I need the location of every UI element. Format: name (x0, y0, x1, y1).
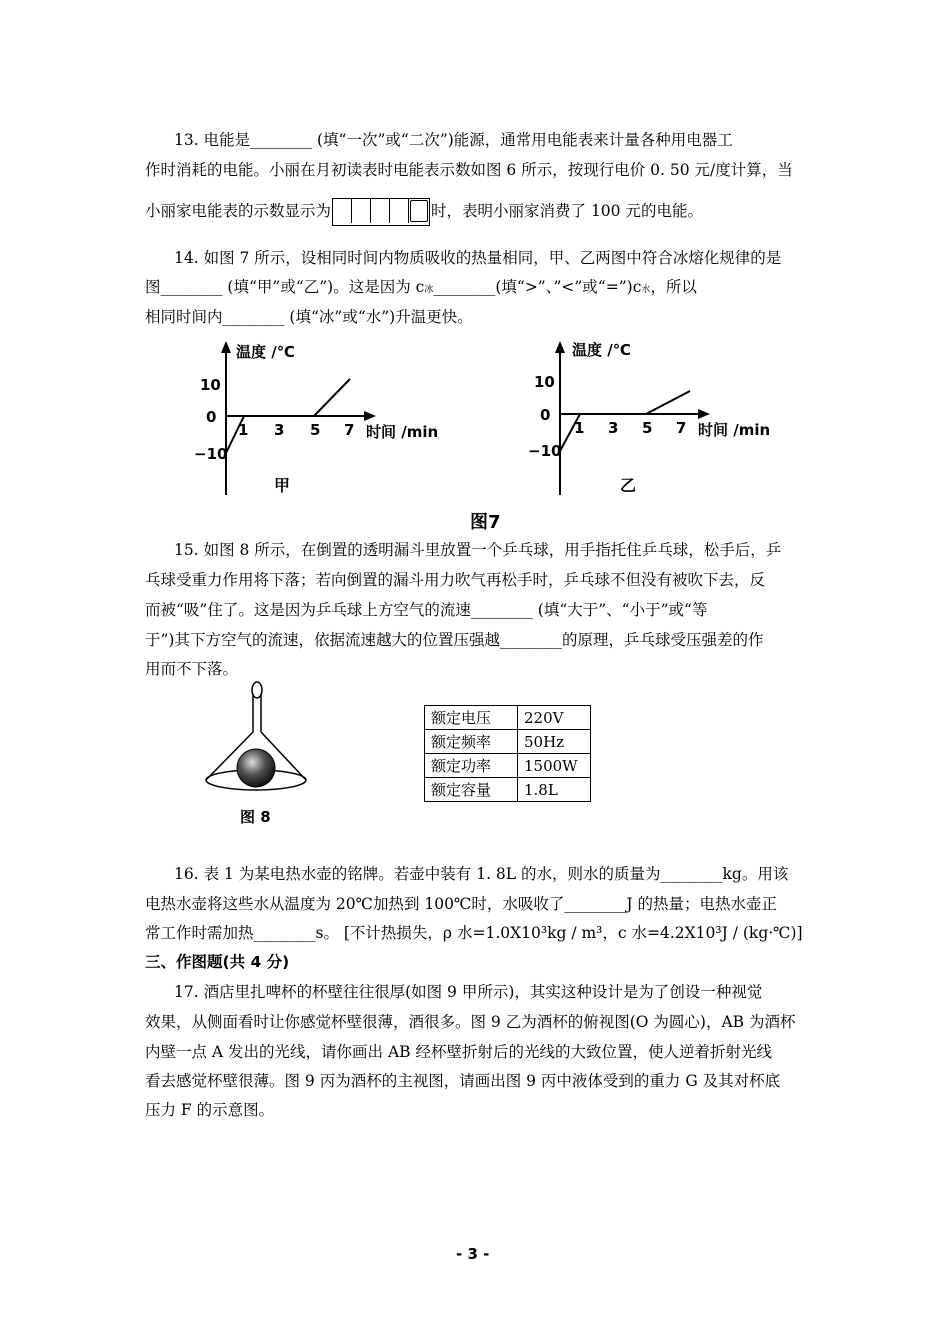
xtick-right-7: 7 (676, 419, 687, 437)
ytick-right-neg10: −10 (528, 442, 562, 460)
x-arrow-right (698, 409, 710, 419)
spec-label: 额定容量 (425, 778, 518, 802)
xtick-right-1: 1 (574, 419, 585, 437)
spec-value: 50Hz (518, 730, 591, 754)
graph-left-name: 甲 (274, 476, 291, 495)
spec-label: 额定电压 (425, 706, 518, 730)
q15-line5: 用而不下落。 (145, 660, 239, 678)
section-3-heading: 三、作图题(共 4 分) (145, 953, 290, 971)
table-row (425, 706, 591, 730)
q14-sub-ice: 冰 (424, 285, 434, 295)
q13-line2: 作时消耗的电能。小丽在月初读表时电能表示数如图 6 所示，按现行电价 0. 50 元/度计算，当 (145, 161, 793, 179)
ytick-right-0: 0 (540, 406, 551, 424)
q13-line1: 13. 电能是________ (填“一次”或“二次”)能源，通常用电能表来计量各种用电器工 (174, 131, 733, 149)
q14-line3: 相同时间内________ (填“冰”或“水”)升温更快。 (145, 308, 473, 326)
q16-line3: 常工作时需加热________s。 [不计热损失，ρ 水=1.0X10³kg / m³，c 水=4.2X10³J / (kg·℃)] (145, 924, 803, 942)
q14-line2-b: ________(填“>”、”<”或“=”)c (433, 278, 642, 296)
xtick-left-3: 3 (274, 421, 285, 439)
q15-line1: 15. 如图 8 所示，在倒置的透明漏斗里放置一个乒乓球，用手指托住乒乓球，松手后，乒 (174, 541, 782, 559)
q13-line3-text-b: 时，表明小丽家消费了 100 元的电能。 (431, 202, 703, 220)
ytick-right-10: 10 (534, 373, 555, 391)
q15-line3: 而被“吸”住了。这是因为乒乓球上方空气的流速________ (填“大于”、“小于”或“等 (145, 601, 708, 619)
x-arrow-left (364, 411, 376, 421)
table-row (425, 754, 591, 778)
ytick-left-10: 10 (200, 376, 221, 394)
y-arrow-right (555, 341, 565, 353)
spec-value: 1.8L (518, 778, 591, 802)
ytick-left-0: 0 (206, 408, 217, 426)
q17-line3: 内壁一点 A 发出的光线，请你画出 AB 经杯壁折射后的光线的大致位置，使人逆着折射光线 (145, 1043, 772, 1061)
xtick-left-1: 1 (238, 421, 249, 439)
q16-line2: 电热水壶将这些水从温度为 20℃加热到 100℃时，水吸收了________J 的热量；电热水壶正 (145, 895, 777, 913)
q15-line4: 于”)其下方空气的流速，依据流速越大的位置压强越________的原理，乒乓球受压强差的作 (145, 631, 764, 649)
q16-line1: 16. 表 1 为某电热水壶的铭牌。若壶中装有 1. 8L 的水，则水的质量为________kg。用该 (174, 865, 789, 883)
q14-line2-a: 图________ (填“甲”或“乙”)。这是因为 c (145, 278, 425, 296)
xtick-right-5: 5 (642, 419, 653, 437)
ping-pong-ball (237, 749, 275, 787)
ylabel-left: 温度 /℃ (236, 343, 295, 361)
ylabel-right: 温度 /℃ (572, 341, 631, 359)
figure-8-caption: 图 8 (240, 808, 271, 826)
q14-sub-water: 水 (641, 285, 651, 295)
graph-right (528, 341, 770, 495)
spec-label: 额定功率 (425, 754, 518, 778)
q13-line3-text-a: 小丽家电能表的示数显示为 (145, 202, 332, 220)
y-arrow-left (221, 341, 231, 353)
q14-line1: 14. 如图 7 所示，设相同时间内物质吸收的热量相同，甲、乙两图中符合冰熔化规律的是 (174, 249, 782, 267)
spec-value: 220V (518, 706, 591, 730)
q15-line2: 乓球受重力作用将下落；若向倒置的漏斗用力吹气再松手时，乒乓球不但没有被吹下去，反 (145, 571, 766, 589)
table-row (425, 778, 591, 802)
meter-display-box (332, 198, 430, 226)
table-row (425, 730, 591, 754)
kettle-spec-table (424, 705, 591, 802)
xtick-right-3: 3 (608, 419, 619, 437)
figure-8-funnel (200, 680, 310, 800)
q14-line2 (145, 275, 697, 297)
xlabel-left: 时间 /min (366, 423, 439, 441)
q17-line5: 压力 F 的示意图。 (145, 1101, 275, 1119)
figure-7 (190, 335, 790, 535)
xtick-left-7: 7 (344, 421, 355, 439)
q13-line3 (145, 198, 703, 226)
q17-line2: 效果，从侧面看时让你感觉杯壁很薄，酒很多。图 9 乙为酒杯的俯视图(O 为圆心)，AB 为酒杯 (145, 1013, 796, 1031)
ytick-left-neg10: −10 (194, 445, 228, 463)
xlabel-right: 时间 /min (698, 421, 771, 439)
q17-line4: 看去感觉杯壁很薄。图 9 丙为酒杯的主视图，请画出图 9 丙中液体受到的重力 G 及其对杯底 (145, 1072, 781, 1090)
page-number: - 3 - (456, 1245, 490, 1263)
q17-line1: 17. 酒店里扎啤杯的杯壁往往很厚(如图 9 甲所示)，其实这种设计是为了创设一种视觉 (174, 983, 763, 1001)
spec-value: 1500W (518, 754, 591, 778)
xtick-left-5: 5 (310, 421, 321, 439)
spec-label: 额定频率 (425, 730, 518, 754)
graph-left (194, 341, 438, 495)
q14-line2-c: ，所以 (650, 278, 697, 296)
graph-right-name: 乙 (620, 476, 637, 495)
figure-7-caption: 图7 (470, 512, 501, 533)
